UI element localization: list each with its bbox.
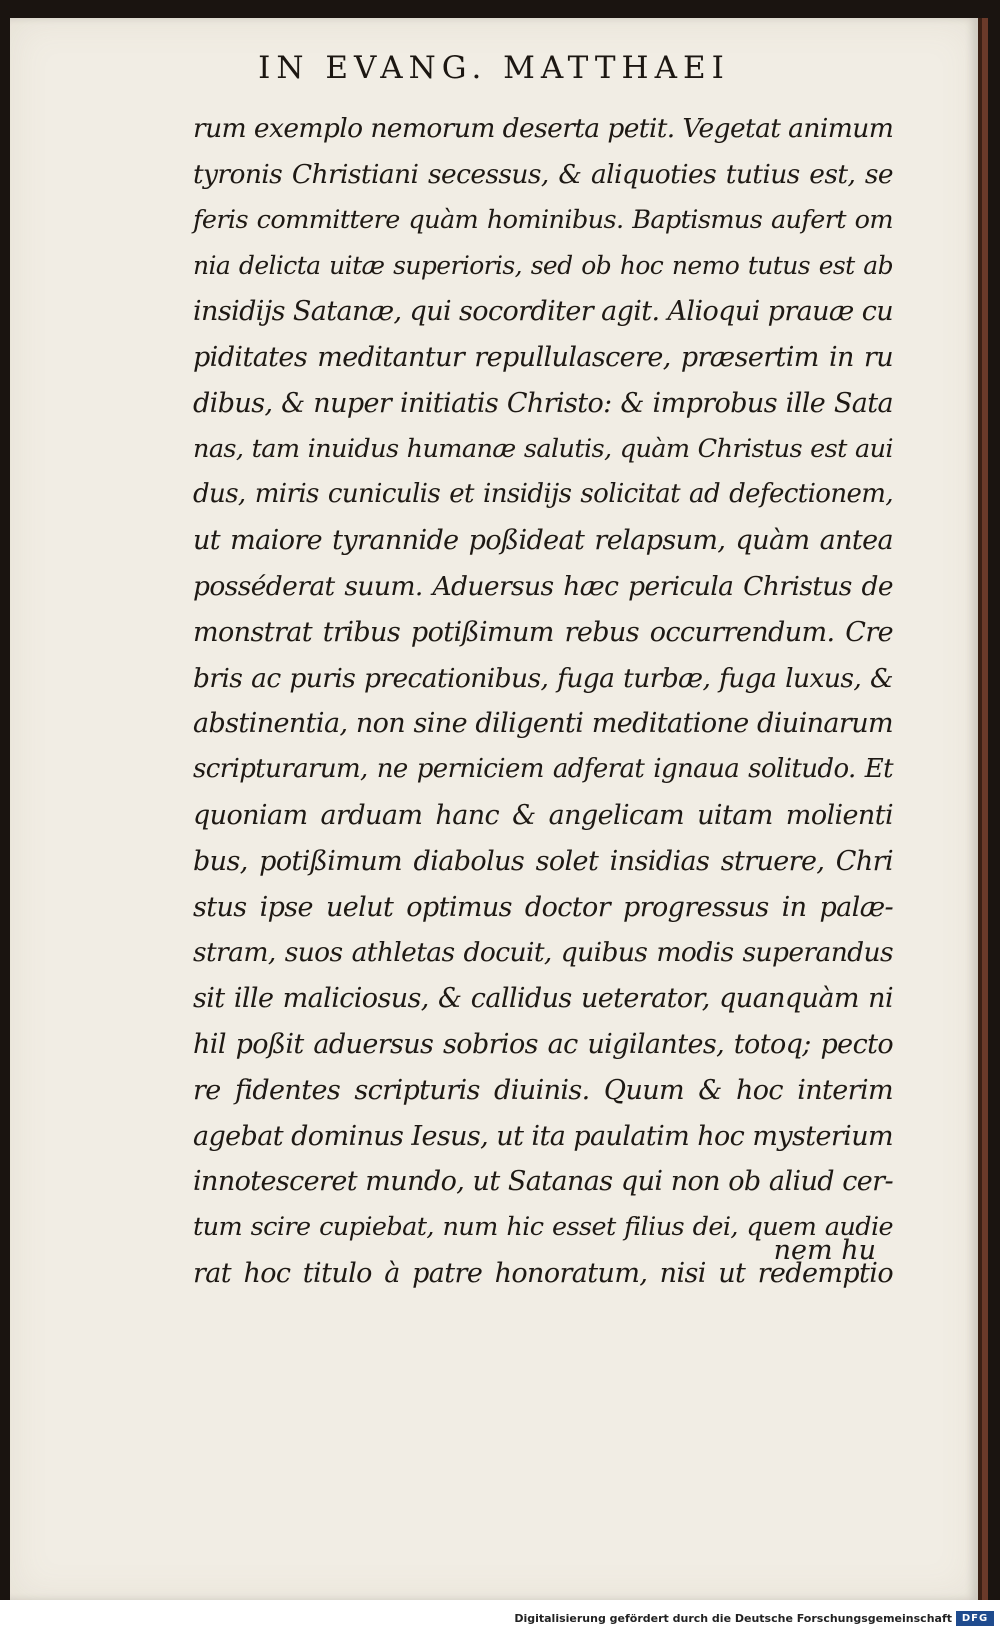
text-line: piditates meditantur repullulascere, præsertim in ru: [193, 341, 893, 373]
text-line: dibus, & nuper initiatis Christo: & improbus ille Sata: [193, 387, 893, 419]
dfg-logo-icon: DFG: [956, 1611, 994, 1626]
text-line: dus, miris cuniculis et insidijs solicitat ad defectionem,: [193, 479, 893, 510]
text-line: nas, tam inuidus humanæ salutis, quàm Christus est aui: [193, 433, 893, 464]
text-line: rat hoc titulo à patre honoratum, nisi ut redemptio: [193, 1257, 893, 1289]
text-line: posséderat suum. Aduersus hæc pericula Christus de: [193, 570, 893, 602]
footer-bar: [0, 1600, 1000, 1631]
text-line: ut maiore tyrannide poßideat relapsum, quàm antea: [193, 525, 893, 557]
text-line: hil poßit aduersus sobrios ac uigilantes, totoq; pecto: [193, 1028, 893, 1060]
text-line: tyronis Christiani secessus, & aliquoties tutius est, se: [193, 158, 893, 190]
text-line: agebat dominus Iesus, ut ita paulatim hoc mysterium: [193, 1120, 893, 1152]
text-line: insidijs Satanæ, qui socorditer agit. Alioqui prauæ cu: [193, 296, 893, 328]
text-line: stram, suos athletas docuit, quibus modis superandus: [193, 937, 893, 969]
text-line: re fidentes scripturis diuinis. Quum & hoc interim: [193, 1074, 893, 1106]
text-line: sit ille maliciosus, & callidus ueterator, quanquàm ni: [193, 983, 893, 1015]
text-line: feris committere quàm hominibus. Baptismus aufert om: [193, 204, 893, 235]
text-line: bris ac puris precationibus, fuga turbæ, fuga luxus, &: [193, 662, 893, 694]
text-line: abstinentia, non sine diligenti meditatione diuinarum: [193, 708, 893, 740]
book-page: [10, 18, 988, 1600]
text-line: bus, potißimum diabolus solet insidias struere, Chri: [193, 845, 893, 877]
text-line: quoniam arduam hanc & angelicam uitam molienti: [193, 799, 893, 831]
page-edge: [978, 18, 982, 1600]
text-line: nia delicta uitæ superioris, sed ob hoc nemo tutus est ab: [193, 251, 893, 281]
running-head: IN EVANG. MATTHAEI: [258, 50, 730, 86]
funding-credit: Digitalisierung gefördert durch die Deutsche Forschungsgemeinschaft: [514, 1612, 952, 1625]
text-line: scripturarum, ne perniciem adferat ignaua solitudo. Et: [193, 754, 893, 785]
text-line: monstrat tribus potißimum rebus occurrendum. Cre: [193, 616, 893, 648]
catchword: nem hu: [773, 1235, 876, 1266]
body-text: [193, 106, 893, 1297]
text-line: tum scire cupiebat, num hic esset filius dei, quem audie: [193, 1212, 893, 1243]
text-line: stus ipse uelut optimus doctor progressus in palæ-: [193, 891, 893, 923]
text-line: rum exemplo nemorum deserta petit. Vegetat animum: [193, 113, 894, 144]
text-line: innotesceret mundo, ut Satanas qui non ob aliud cer-: [193, 1166, 893, 1198]
